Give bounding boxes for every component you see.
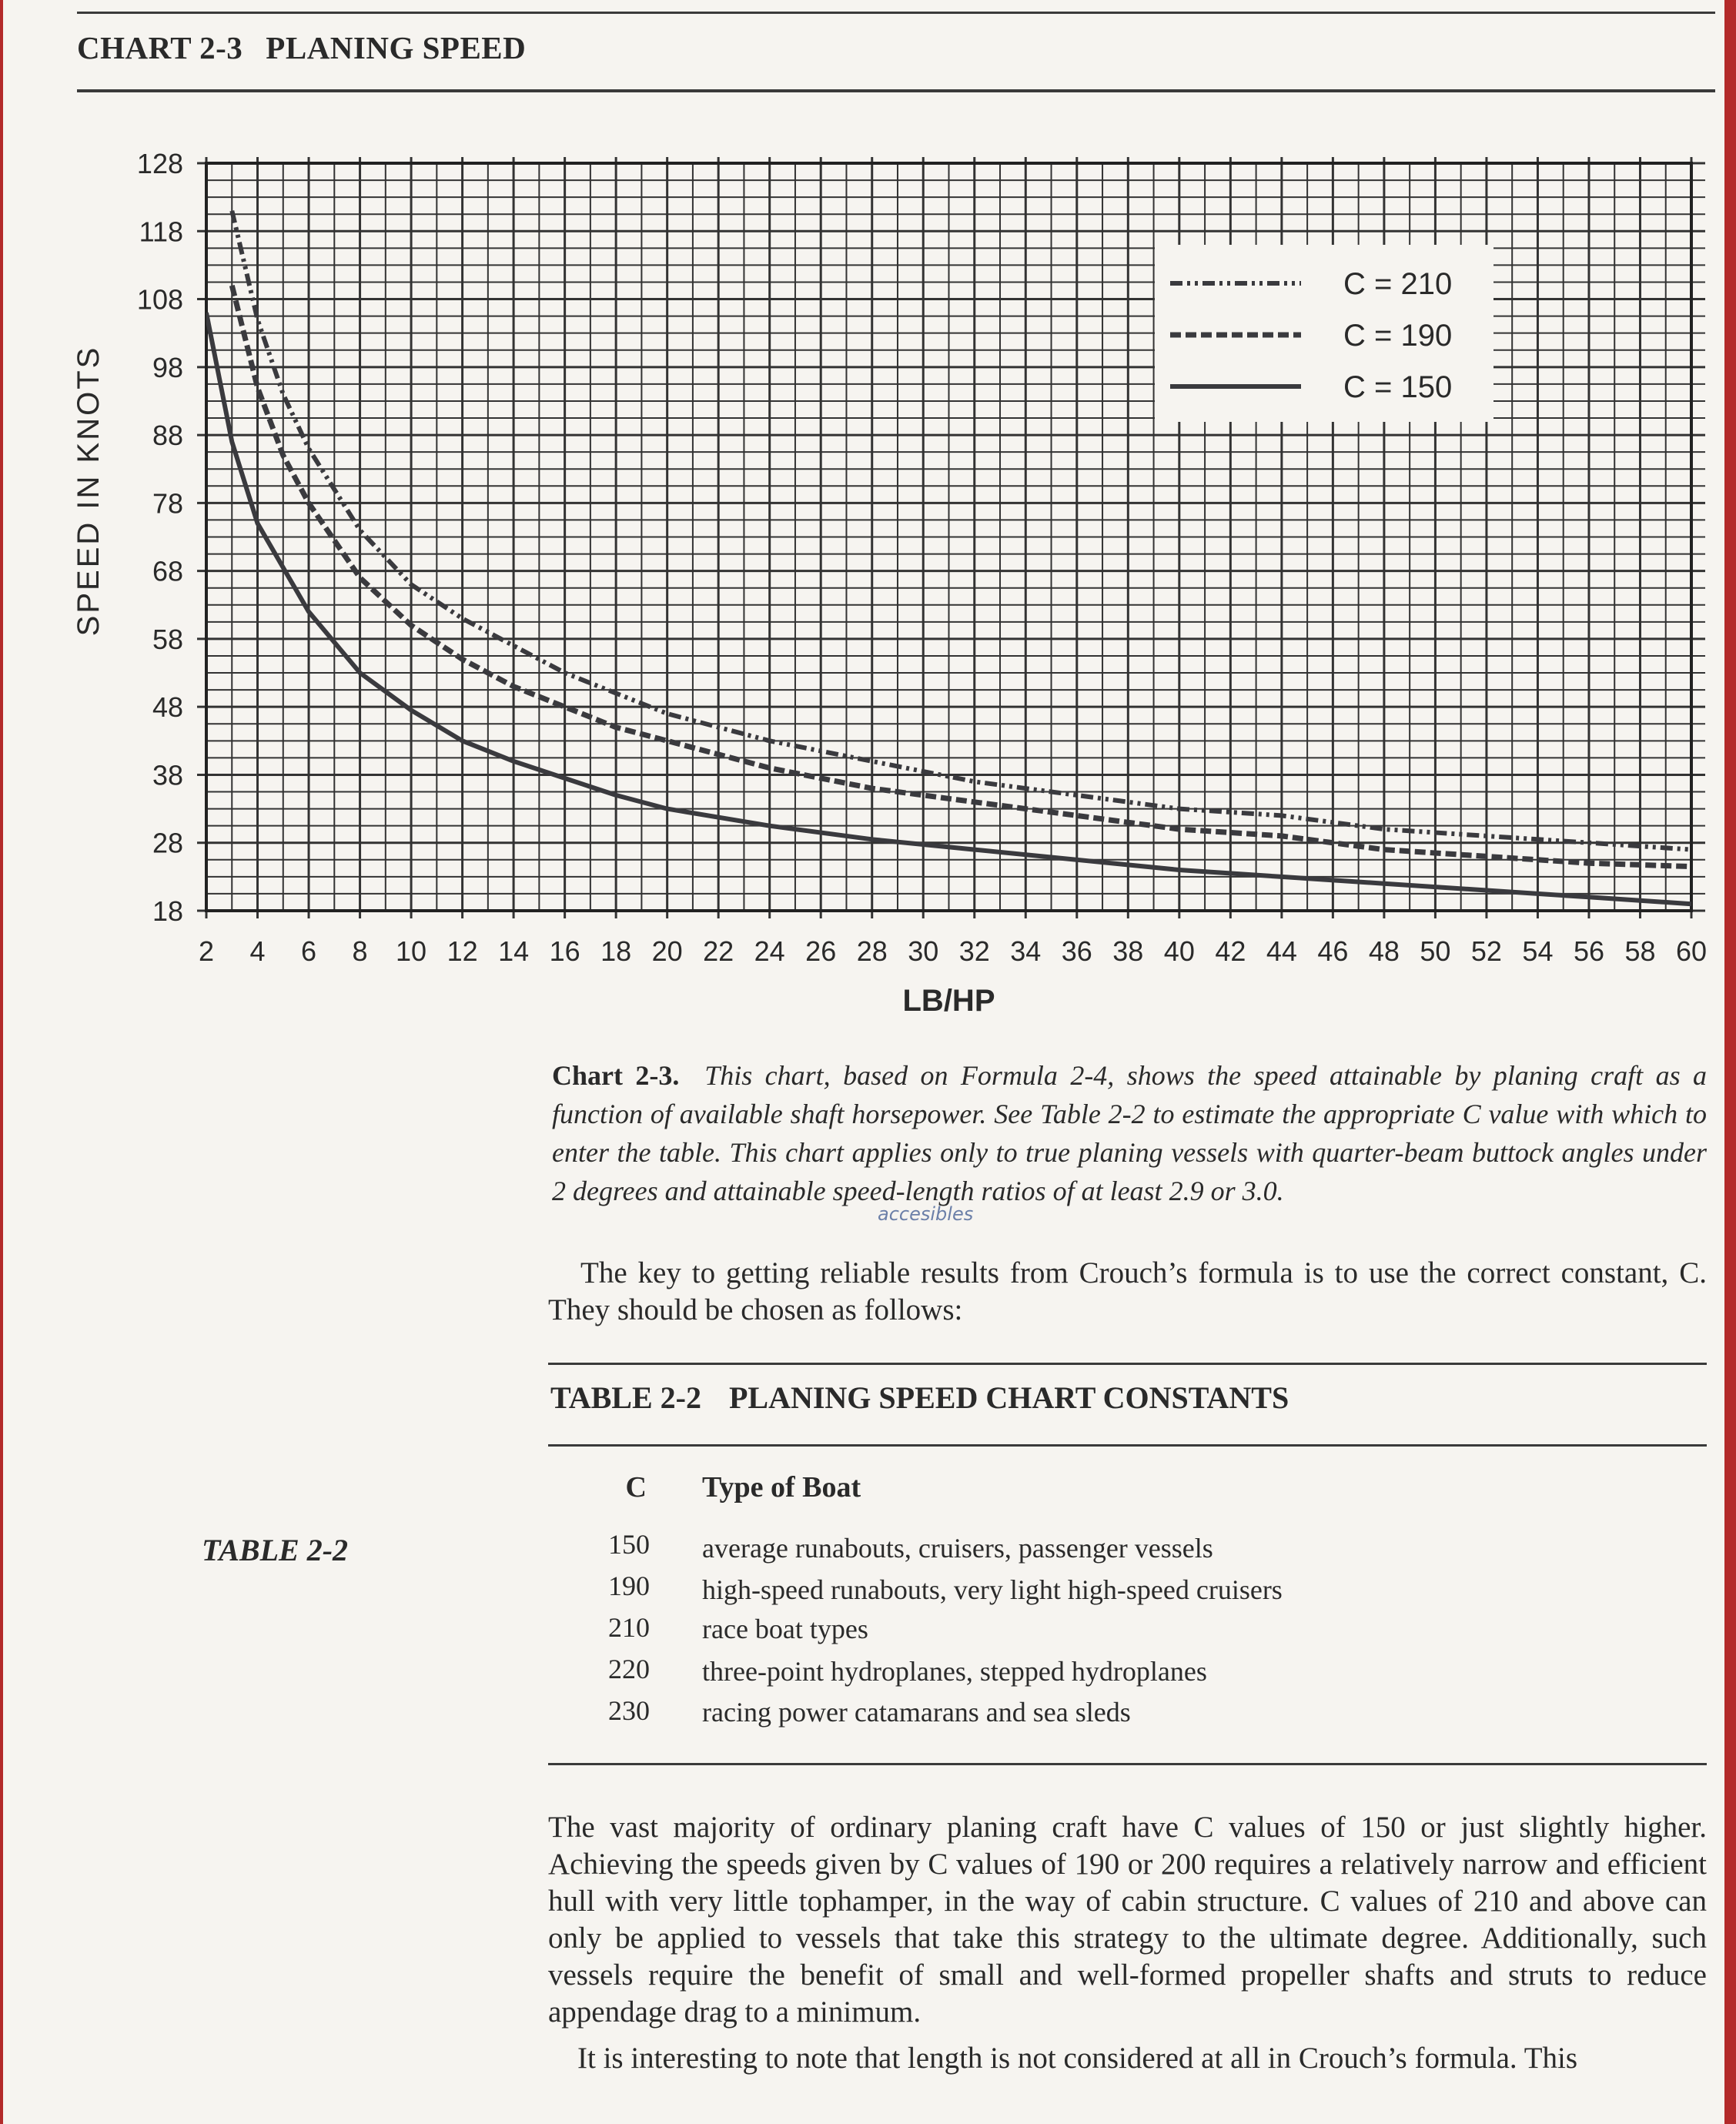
chart-title: PLANING SPEED — [266, 30, 527, 65]
table-title-rule — [548, 1444, 1707, 1447]
x-tick-label: 28 — [856, 935, 888, 967]
y-tick-label: 88 — [152, 420, 183, 452]
x-tick-label: 2 — [198, 935, 215, 967]
table-cell-type: average runabouts, cruisers, passenger vessels — [702, 1533, 1213, 1564]
legend-label: C = 150 — [1343, 370, 1453, 404]
x-tick-label: 26 — [805, 935, 837, 967]
handwritten-note: accesibles — [878, 1203, 974, 1225]
x-tick-label: 24 — [754, 935, 785, 967]
x-tick-label: 12 — [447, 935, 478, 967]
y-tick-label: 118 — [139, 216, 183, 248]
table-header-c: C — [625, 1471, 647, 1504]
table-side-label: TABLE 2-2 — [202, 1533, 349, 1567]
body-paragraph — [548, 1809, 1707, 2031]
x-tick-label: 60 — [1675, 935, 1708, 967]
x-tick-label: 4 — [249, 935, 266, 967]
x-tick-label: 44 — [1266, 935, 1297, 967]
y-tick-label: 108 — [136, 283, 183, 316]
x-tick-label: 34 — [1010, 935, 1042, 967]
x-tick-label: 58 — [1624, 935, 1656, 967]
y-tick-label: 68 — [152, 555, 183, 587]
closing-paragraph — [548, 2040, 1707, 2077]
x-tick-label: 10 — [396, 935, 427, 967]
table-cell-c: 220 — [608, 1654, 650, 1684]
table-cell-type: three-point hydroplanes, stepped hydroplanes — [702, 1656, 1207, 1687]
y-axis-label: SPEED IN KNOTS — [72, 345, 105, 637]
table-cell-type: high-speed runabouts, very light high-speed cruisers — [702, 1574, 1283, 1605]
body-paragraph-text: The vast majority of ordinary planing craft have C values of 150 or just slightly higher. Achieving the speeds given by C values of 190 or 200 requires a relatively narrow and efficient hull with very little tophamper, in the way of cabin structure. C values of 210 and above can only be applied to vessels that take this strategy to the ultimate degree. Additionally, such vessels require the benefit of small and well-formed propeller shafts and struts to reduce appendage drag to a minimum. — [548, 1811, 1707, 2029]
x-tick-label: 48 — [1368, 935, 1400, 967]
x-tick-label: 20 — [651, 935, 683, 967]
caption-text: This chart, based on Formula 2-4, shows the speed attainable by planing craft as a function of available shaft horsepower. See Table 2-2 to estimate the appropriate C value with which to enter the table. This chart applies only to true planing vessels with quarter-beam buttock angles under 2 degrees and attainable speed-length ratios of at least 2.9 or 3.0. — [552, 1060, 1707, 1206]
table-cell-type: race boat types — [702, 1614, 868, 1644]
table-cell-c: 190 — [608, 1570, 650, 1601]
y-tick-label: 48 — [152, 691, 183, 724]
legend-label: C = 210 — [1343, 267, 1453, 301]
x-tick-label: 18 — [600, 935, 632, 967]
table-title: PLANING SPEED CHART CONSTANTS — [728, 1380, 1289, 1415]
x-tick-label: 30 — [908, 935, 939, 967]
x-tick-label: 42 — [1215, 935, 1246, 967]
table-number: TABLE 2-2 — [550, 1380, 701, 1415]
x-tick-label: 22 — [703, 935, 734, 967]
chart-number: CHART 2-3 — [77, 30, 243, 65]
table-top-rule — [548, 1363, 1707, 1365]
table-header-type: Type of Boat — [702, 1471, 861, 1504]
intro-paragraph-text: The key to getting reliable results from Crouch’s formula is to use the correct constant, C. They should be chosen as follows: — [548, 1256, 1707, 1326]
closing-paragraph-text: It is interesting to note that length is not considered at all in Crouch’s formula. This — [577, 2042, 1578, 2075]
x-tick-label: 54 — [1522, 935, 1554, 967]
table-cell-c: 150 — [608, 1529, 650, 1560]
x-axis-label: LB/HP — [902, 984, 995, 1018]
x-tick-label: 56 — [1573, 935, 1604, 967]
x-tick-label: 52 — [1470, 935, 1502, 967]
y-tick-label: 28 — [152, 827, 183, 859]
x-tick-label: 50 — [1420, 935, 1451, 967]
table-bottom-rule — [548, 1763, 1707, 1765]
x-tick-label: 46 — [1317, 935, 1349, 967]
y-tick-label: 18 — [152, 895, 183, 927]
intro-paragraph — [548, 1255, 1707, 1329]
y-tick-label: 98 — [152, 351, 183, 383]
chart-legend — [1155, 245, 1493, 422]
table-cell-c: 210 — [608, 1612, 650, 1643]
y-tick-label: 58 — [152, 623, 183, 655]
x-tick-label: 32 — [958, 935, 990, 967]
planing-speed-chart — [0, 0, 1736, 1032]
x-tick-label: 14 — [498, 935, 530, 967]
y-tick-label: 78 — [152, 487, 183, 520]
x-tick-label: 38 — [1112, 935, 1144, 967]
table-heading — [550, 1380, 1289, 1416]
table-cell-c: 230 — [608, 1695, 650, 1726]
x-tick-label: 36 — [1061, 935, 1092, 967]
x-tick-label: 40 — [1163, 935, 1195, 967]
y-tick-label: 38 — [152, 759, 183, 791]
x-tick-label: 8 — [352, 935, 368, 967]
chart-caption — [552, 1056, 1707, 1210]
caption-label: Chart 2-3. — [552, 1060, 680, 1091]
table-cell-type: racing power catamarans and sea sleds — [702, 1697, 1131, 1728]
x-tick-label: 6 — [301, 935, 317, 967]
legend-label: C = 190 — [1343, 319, 1453, 353]
x-tick-label: 16 — [549, 935, 580, 967]
y-tick-label: 128 — [136, 148, 183, 179]
